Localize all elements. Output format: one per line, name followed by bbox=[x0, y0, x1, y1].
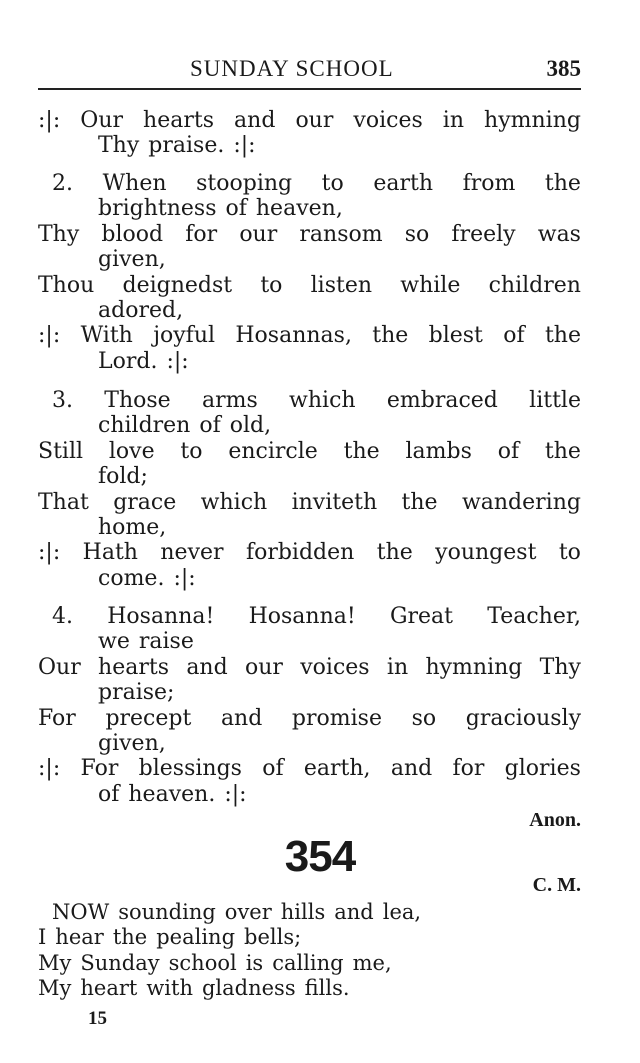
verse-line bbox=[38, 680, 581, 705]
word: our bbox=[239, 221, 278, 247]
word: joyful bbox=[153, 323, 216, 349]
stanza-1-end bbox=[38, 108, 581, 159]
verse-line bbox=[38, 349, 581, 374]
word: graciously bbox=[465, 705, 581, 731]
verse-line bbox=[38, 925, 581, 950]
verse-line bbox=[38, 413, 581, 438]
word: :|: bbox=[166, 348, 189, 374]
word: little bbox=[529, 388, 581, 413]
hymn-meter: C. M. bbox=[532, 874, 581, 896]
word: youngest bbox=[435, 540, 537, 566]
word: glories bbox=[504, 756, 581, 782]
word: :|: bbox=[173, 565, 196, 591]
word: hills bbox=[280, 900, 326, 924]
verse-line bbox=[38, 604, 581, 629]
word: Our bbox=[80, 108, 124, 133]
word: which bbox=[289, 388, 356, 413]
verse-line bbox=[38, 900, 581, 925]
word: Still bbox=[38, 438, 84, 464]
word: over bbox=[224, 900, 272, 924]
word: the bbox=[401, 489, 438, 515]
word: hymning bbox=[484, 108, 581, 133]
word: I bbox=[38, 925, 47, 950]
word: voices bbox=[353, 108, 423, 133]
word: Thou bbox=[38, 272, 95, 298]
word: :|: bbox=[224, 781, 247, 807]
verse-line bbox=[38, 490, 581, 515]
word: of bbox=[199, 413, 221, 439]
word: :|: bbox=[38, 108, 61, 133]
word: :|: bbox=[38, 540, 61, 566]
verse-line bbox=[38, 629, 581, 654]
stanza-4 bbox=[38, 604, 581, 807]
word: children bbox=[98, 413, 191, 439]
verse-line bbox=[38, 731, 581, 756]
word: so bbox=[411, 705, 437, 731]
word: from bbox=[462, 171, 516, 196]
word: 4. bbox=[52, 604, 73, 629]
word: heaven. bbox=[128, 781, 216, 807]
verse-line bbox=[38, 222, 581, 247]
word: brightness bbox=[98, 196, 217, 222]
verse-line bbox=[38, 323, 581, 348]
word: :|: bbox=[38, 756, 61, 782]
word: home, bbox=[98, 514, 167, 540]
word: freely bbox=[451, 221, 516, 247]
word: the bbox=[376, 540, 413, 566]
word: to bbox=[260, 272, 283, 298]
verse-line bbox=[38, 566, 581, 591]
word: precept bbox=[105, 705, 192, 731]
word: Teacher, bbox=[487, 604, 581, 629]
word: :|: bbox=[233, 133, 256, 159]
word: sounding bbox=[118, 900, 216, 924]
verse-line bbox=[38, 171, 581, 196]
word: heaven, bbox=[255, 196, 343, 222]
signature-mark: 15 bbox=[88, 1008, 107, 1029]
word: raise bbox=[138, 629, 194, 655]
word: pealing bbox=[156, 925, 236, 950]
word: children bbox=[488, 272, 581, 298]
verse-line bbox=[38, 951, 581, 976]
word: hearts bbox=[143, 108, 214, 133]
word: is bbox=[245, 950, 264, 975]
verse-line bbox=[38, 108, 581, 133]
word: and bbox=[390, 756, 433, 782]
word: listen bbox=[310, 272, 373, 298]
word: Thy bbox=[539, 654, 581, 680]
word: of bbox=[503, 323, 525, 349]
verse-line bbox=[38, 196, 581, 221]
word: school bbox=[168, 950, 237, 975]
word: the bbox=[544, 438, 581, 464]
word: praise; bbox=[98, 680, 175, 706]
word: our bbox=[245, 654, 283, 680]
word: praise. bbox=[148, 133, 225, 159]
word: For bbox=[38, 705, 76, 731]
verse-line bbox=[38, 133, 581, 158]
word: earth bbox=[373, 171, 433, 196]
word: and bbox=[334, 900, 374, 924]
stanza-2 bbox=[38, 171, 581, 374]
verse-line bbox=[38, 439, 581, 464]
word: given, bbox=[98, 730, 166, 756]
word: old, bbox=[229, 413, 272, 439]
word: the bbox=[372, 323, 409, 349]
word: My bbox=[38, 976, 72, 1001]
word: ransom bbox=[299, 221, 383, 247]
verse-line bbox=[38, 976, 581, 1001]
verse-line bbox=[38, 388, 581, 413]
verse-line bbox=[38, 298, 581, 323]
word: and bbox=[234, 108, 276, 133]
word: blood bbox=[101, 221, 164, 247]
word: heart bbox=[80, 976, 138, 1001]
word: of bbox=[98, 781, 120, 807]
word: 2. bbox=[52, 171, 73, 196]
word: calling bbox=[272, 950, 344, 975]
word: the bbox=[544, 323, 581, 349]
word: Our bbox=[38, 654, 81, 680]
word: of bbox=[225, 196, 247, 222]
word: Great bbox=[389, 604, 454, 629]
word: lambs bbox=[405, 438, 472, 464]
word: love bbox=[108, 438, 155, 464]
verse-line bbox=[38, 247, 581, 272]
word: 3. bbox=[52, 388, 73, 413]
word: and bbox=[186, 654, 228, 680]
page-header bbox=[38, 54, 581, 86]
word: in bbox=[386, 654, 409, 680]
word: arms bbox=[201, 388, 258, 413]
word: Hosanna! bbox=[107, 604, 215, 629]
word: the bbox=[343, 438, 380, 464]
word: wandering bbox=[461, 489, 581, 515]
word: we bbox=[98, 629, 130, 655]
word: fold; bbox=[98, 464, 148, 490]
word: grace bbox=[113, 489, 177, 515]
word: encircle bbox=[228, 438, 318, 464]
word: When bbox=[102, 171, 167, 196]
word: inviteth bbox=[291, 489, 378, 515]
word: me, bbox=[352, 950, 392, 975]
word: hearts bbox=[98, 654, 169, 680]
hymn-attribution: Anon. bbox=[529, 809, 581, 831]
running-title: SUNDAY SCHOOL bbox=[190, 56, 394, 81]
verse-line bbox=[38, 756, 581, 781]
header-rule bbox=[38, 88, 581, 90]
verse-line bbox=[38, 706, 581, 731]
word: My bbox=[38, 950, 72, 975]
word: the bbox=[112, 925, 148, 950]
word: Thy bbox=[38, 221, 80, 247]
word: fills. bbox=[304, 976, 350, 1001]
word: and bbox=[220, 705, 263, 731]
word: blest bbox=[428, 323, 483, 349]
word: lea, bbox=[382, 900, 422, 924]
word: for bbox=[452, 756, 485, 782]
word: which bbox=[200, 489, 268, 515]
word: That bbox=[38, 489, 89, 515]
word: voices bbox=[300, 654, 370, 680]
word: :|: bbox=[38, 323, 61, 349]
verse-line bbox=[38, 655, 581, 680]
word: of bbox=[262, 756, 284, 782]
word: blessings bbox=[138, 756, 242, 782]
word: For bbox=[80, 756, 119, 782]
word: Hosanna! bbox=[248, 604, 356, 629]
word: Hath bbox=[82, 540, 138, 566]
word: while bbox=[400, 272, 461, 298]
verse-line bbox=[38, 782, 581, 807]
word: come. bbox=[98, 565, 165, 591]
verse-line bbox=[38, 464, 581, 489]
stanza-3 bbox=[38, 388, 581, 591]
verse-line bbox=[38, 540, 581, 565]
word: gladness bbox=[201, 976, 296, 1001]
hymn-number: 354 bbox=[284, 832, 356, 881]
word: Thy bbox=[98, 133, 140, 159]
word: Sunday bbox=[80, 950, 160, 975]
word: in bbox=[442, 108, 464, 133]
word: so bbox=[404, 221, 430, 247]
word: Lord. bbox=[98, 348, 158, 374]
word: hear bbox=[55, 925, 104, 950]
hymn-354-stanza-1 bbox=[38, 900, 581, 1002]
word: Those bbox=[104, 388, 171, 413]
word: the bbox=[544, 171, 581, 196]
word: forbidden bbox=[245, 540, 355, 566]
word: for bbox=[185, 221, 218, 247]
word: our bbox=[295, 108, 334, 133]
word: bells; bbox=[244, 925, 302, 950]
word: deignedst bbox=[122, 272, 233, 298]
word: stooping bbox=[196, 171, 293, 196]
verse-line bbox=[38, 273, 581, 298]
word: to bbox=[180, 438, 203, 464]
verse-line bbox=[38, 515, 581, 540]
word: Hosannas, bbox=[235, 323, 352, 349]
word: was bbox=[537, 221, 581, 247]
word: promise bbox=[291, 705, 382, 731]
word: given, bbox=[98, 247, 166, 273]
word: hymning bbox=[425, 654, 523, 680]
word: earth, bbox=[303, 756, 371, 782]
word: embraced bbox=[386, 388, 498, 413]
word: with bbox=[146, 976, 193, 1001]
word: NOW bbox=[52, 900, 110, 924]
word: of bbox=[497, 438, 520, 464]
page-number: 385 bbox=[546, 56, 581, 81]
word: to bbox=[558, 540, 581, 566]
word: never bbox=[160, 540, 224, 566]
word: With bbox=[80, 323, 133, 349]
word: adored, bbox=[98, 297, 184, 323]
word: to bbox=[321, 171, 344, 196]
